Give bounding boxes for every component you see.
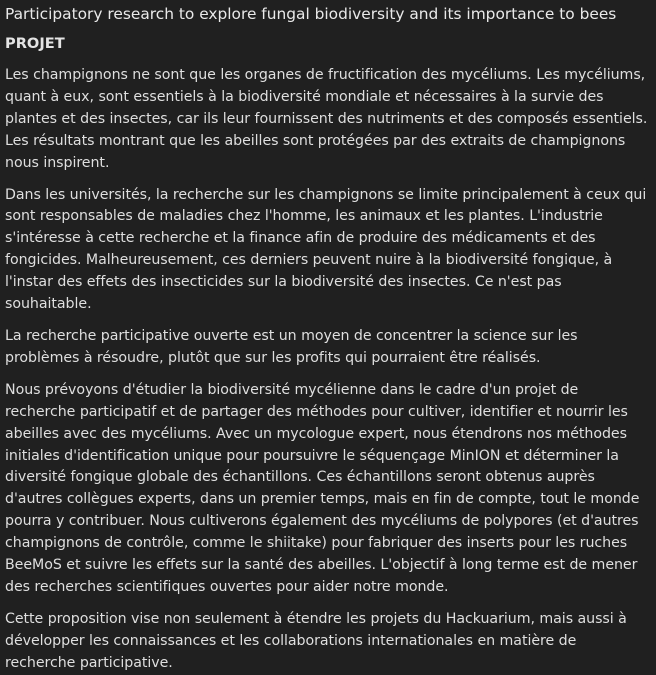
document-title: Participatory research to explore fungal biodiversity and its importance to bees <box>5 5 617 23</box>
paragraph-project-plan: Nous prévoyons d'étudier la biodiversité mycélienne dans le cadre d'un projet de recherche participatif et de partager des méthodes pour cultiver, identifier et nourrir les abeilles avec des mycéliums. Avec un mycologue expert, nous étendrons nos méthodes initiales d'identification unique pour poursuivre le séquençage MinION et déterminer la diversité fongique globale des échantillons. Ces échantillons seront obtenus auprès d'autres collègues experts, dans un premier temps, mais en fin de compte, tout le monde pourra y contribuer. Nous cultiverons également des mycéliums de polypores (et d'autres champignons de contrôle, comme le shiitake) pour fabriquer des inserts pour les ruches BeeMoS et suivre les effets sur la santé des abeilles. L'objectif à long terme est de mener des recherches scientifiques ouvertes pour aider notre monde. <box>5 381 640 595</box>
section-heading-projet: PROJET <box>5 35 65 52</box>
paragraph-proposal-goal: Cette proposition vise non seulement à étendre les projets du Hackuarium, mais aussi à développer les connaissances et les collaborations internationales en matière de recherche participative. <box>5 610 627 671</box>
paragraph-fungi-mycelium: Les champignons ne sont que les organes de fructification des mycéliums. Les mycéliums, quant à eux, sont essentiels à la biodiversité mondiale et nécessaires à la survie des plantes et des insectes, car ils leur fournissent des nutriments et des composés essentiels. Les résultats montrant que les abeilles sont protégées par des extraits de champignons nous inspirent. <box>5 67 648 171</box>
paragraph-open-participatory-research: La recherche participative ouverte est un moyen de concentrer la science sur les problèmes à résoudre, plutôt que sur les profits qui pourraient être réalisés. <box>5 327 578 366</box>
paragraph-university-research: Dans les universités, la recherche sur les champignons se limite principalement à ceux qui sont responsables de maladies chez l'homme, les animaux et les plantes. L'industrie s'intéresse à cette recherche et la finance afin de produire des médicaments et des fongicides. Malheureusement, ces derniers peuvent nuire à la biodiversité fongique, à l'instar des effets des insecticides sur la biodiversité des insectes. Ce n'est pas souhaitable. <box>5 186 647 313</box>
